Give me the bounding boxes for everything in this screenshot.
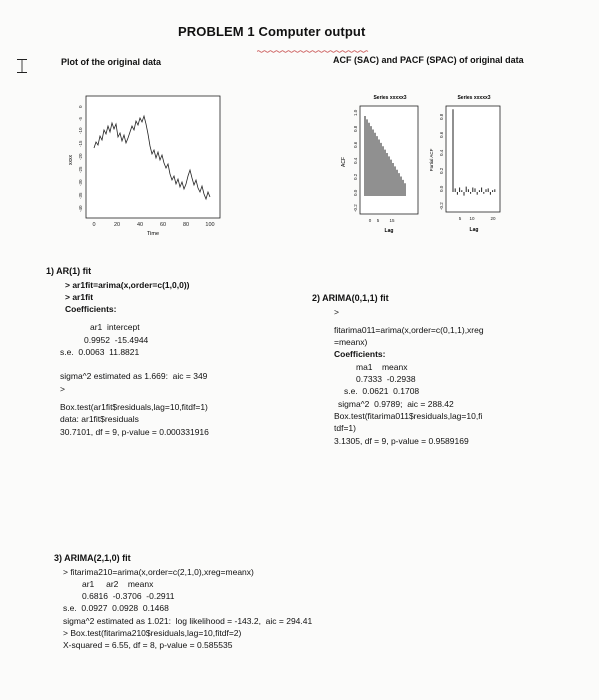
acf-y-tick: 0.0 [353, 189, 358, 196]
code-line: sigma^2 estimated as 1.021: log likelihood = -143.2, aic = 294.41 [63, 615, 313, 626]
section-heading: 3) ARIMA(2,1,0) fit [54, 553, 131, 563]
code-line: Coefficients: [334, 349, 386, 360]
code-line: 0.9952 -15.4944 [84, 334, 149, 345]
code-line: s.e. 0.0621 0.1708 [344, 386, 420, 397]
acf-x-tick: 5 [376, 218, 380, 223]
code-line: data: ar1fit$residuals [60, 414, 139, 425]
y-tick: -25 [78, 166, 83, 173]
section-heading: 2) ARIMA(0,1,1) fit [312, 293, 389, 303]
code-line: > [334, 306, 339, 317]
pacf-plot [420, 92, 510, 242]
code-line: fitarima011=arima(x,order=c(0,1,1),xreg [334, 324, 484, 335]
acf-x-label: Lag [384, 228, 394, 234]
acf-y-tick: 0.6 [353, 141, 358, 148]
code-line: s.e. 0.0063 11.8821 [60, 347, 140, 358]
pacf-y-tick: -0.2 [439, 202, 444, 210]
x-tick: 80 [182, 222, 190, 228]
code-line: Box.test(ar1fit$residuals,lag=10,fitdf=1) [60, 402, 208, 412]
y-tick: -35 [78, 192, 83, 199]
acf-y-tick: 1.0 [353, 109, 358, 116]
code-line: 0.7333 -0.2938 [356, 374, 416, 385]
pacf-x-label: Lag [469, 227, 479, 233]
acf-y-tick: 0.4 [353, 157, 358, 164]
acf-y-label: ACF [341, 157, 347, 167]
acf-y-tick: 0.8 [353, 125, 358, 132]
pacf-y-tick: 0.2 [439, 167, 444, 174]
code-line: tdf=1) [334, 423, 356, 434]
code-line: =meanx) [334, 337, 368, 348]
code-line: ma1 meanx [356, 361, 408, 372]
text-cursor-icon: ⌶ [16, 54, 28, 78]
code-line: sigma^2 estimated as 1.669: aic = 349 [60, 371, 208, 382]
pacf-y-tick: 0.8 [439, 113, 444, 120]
pacf-y-tick: 0.6 [439, 131, 444, 138]
code-line: 3.1305, df = 9, p-value = 0.9589169 [334, 435, 469, 446]
code-line: sigma^2 0.9789; aic = 288.42 [338, 398, 454, 409]
time-series-plot [60, 88, 230, 248]
acf-title: Series xxxxx3 [373, 95, 407, 101]
pacf-frame [446, 106, 500, 212]
right-plot-heading: ACF (SAC) and PACF (SPAC) of original data [333, 55, 524, 65]
y-tick: -20 [78, 153, 83, 160]
pacf-x-tick: 10 [469, 216, 475, 221]
code-line: ar1 ar2 meanx [82, 578, 154, 589]
y-tick: 0 [78, 105, 83, 108]
x-ticks [92, 222, 214, 228]
code-line: s.e. 0.0927 0.0928 0.1468 [63, 603, 169, 614]
y-tick: -15 [78, 140, 83, 147]
plot-frame [86, 96, 220, 218]
section-heading: 1) AR(1) fit [46, 266, 92, 276]
acf-plot [334, 92, 424, 242]
section-arima011 [312, 292, 484, 447]
code-line: > [60, 383, 65, 394]
section-arima210 [54, 552, 312, 652]
y-tick: -30 [78, 179, 83, 186]
pacf-title: Series xxxxx3 [457, 95, 491, 101]
acf-y-tick: -0.2 [353, 204, 358, 212]
page-title-text: PROBLEM 1 Computer output [178, 24, 366, 39]
y-tick: -40 [78, 205, 83, 212]
x-tick: 0 [92, 222, 96, 228]
pacf-y-tick: 0.0 [439, 185, 444, 192]
y-tick: -5 [78, 116, 83, 121]
acf-x-tick: 0 [368, 218, 372, 223]
x-tick: 40 [136, 222, 144, 228]
code-line: Box.test(fitarima011$residuals,lag=10,fi [334, 411, 483, 421]
pacf-y-label: Partial ACF [429, 148, 434, 172]
acf-x-tick: 15 [389, 218, 395, 223]
x-axis-label: Time [146, 231, 160, 237]
code-line: Coefficients: [65, 304, 117, 315]
y-tick: -10 [78, 127, 83, 134]
code-line: > fitarima210=arima(x,order=c(2,1,0),xreg=meanx) [63, 566, 254, 577]
x-tick: 60 [159, 222, 167, 228]
x-tick: 20 [113, 222, 121, 228]
x-tick: 100 [205, 222, 215, 228]
spell-squiggle [257, 50, 370, 53]
code-line: 30.7101, df = 9, p-value = 0.000331916 [60, 426, 209, 437]
pacf-x-tick: 5 [458, 216, 462, 221]
left-plot-heading: Plot of the original data [61, 57, 162, 67]
code-line: > Box.test(fitarima210$residuals,lag=10,fitdf=2) [63, 628, 242, 639]
pacf-x-tick: 20 [490, 216, 496, 221]
code-line: > ar1fit=arima(x,order=c(1,0,0)) [65, 279, 190, 290]
y-ticks [78, 105, 83, 212]
acf-y-tick: 0.2 [353, 173, 358, 180]
code-line: ar1 intercept [90, 322, 140, 333]
section-ar1 [46, 265, 209, 438]
pacf-y-tick: 0.4 [439, 149, 444, 156]
code-line: > ar1fit [65, 291, 94, 302]
title-underline [257, 40, 370, 43]
y-axis-label: xxxx [68, 155, 74, 165]
code-line: X-squared = 6.55, df = 8, p-value = 0.585535 [63, 640, 233, 651]
code-line: 0.6816 -0.3706 -0.2911 [82, 591, 175, 602]
page-title [178, 24, 365, 39]
